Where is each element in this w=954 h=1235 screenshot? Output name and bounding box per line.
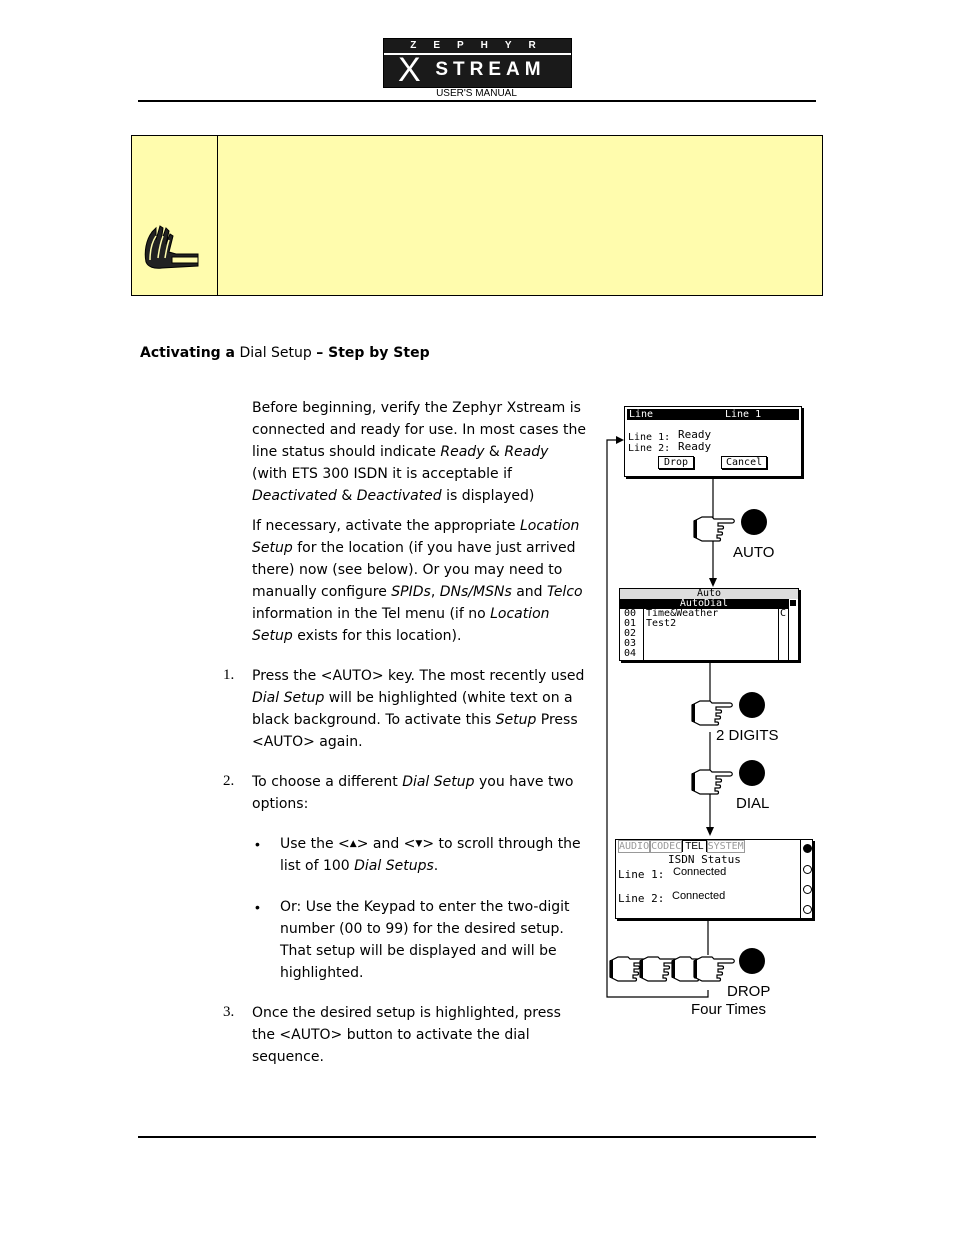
text: ,	[430, 584, 440, 600]
lcd-title-bar	[627, 409, 799, 420]
row-number: 04	[624, 648, 637, 659]
text: > and <	[356, 836, 416, 852]
line1-value: Connected	[673, 866, 727, 878]
row-number: 00	[624, 608, 637, 619]
footer-rule	[138, 1136, 816, 1138]
column-divider	[643, 609, 644, 660]
four-pointing-hands-icon	[608, 953, 738, 985]
text: and	[511, 584, 547, 600]
tab-audio[interactable]: AUDIO	[619, 841, 650, 852]
bullet-1-text	[280, 833, 590, 877]
page-dot-active[interactable]	[803, 844, 812, 853]
column-divider	[778, 609, 779, 660]
text: &	[484, 444, 505, 460]
pointing-hand-icon	[690, 697, 734, 727]
text: information in the Tel menu (if no	[252, 606, 491, 622]
text: Once the desired setup is highlighted, press the <AUTO> button to activate the dial sequence.	[252, 1005, 561, 1065]
bullet-mark: •	[255, 836, 260, 852]
line1-value: Ready	[678, 428, 712, 441]
tab-codec[interactable]: CODEC	[651, 841, 682, 852]
line2-label: Line 2:	[618, 892, 665, 905]
note-divider	[217, 136, 218, 295]
line2-label: Line 2:	[628, 443, 671, 454]
text-italic: Ready	[504, 444, 549, 460]
text-italic: Ready	[440, 444, 485, 460]
bullet-2-text	[280, 896, 580, 984]
text: .	[433, 858, 439, 874]
text: you have two options:	[252, 774, 574, 812]
text: To choose a different	[252, 774, 403, 790]
text-italic: DNs/MSNs	[439, 584, 512, 600]
text-italic: Location Setup	[252, 518, 580, 556]
page-dot[interactable]	[803, 865, 812, 874]
autodial-screen-title: Auto	[620, 589, 798, 599]
intro-paragraph-2	[252, 515, 587, 647]
key-indicator-dot	[739, 692, 765, 718]
cancel-button[interactable]: Cancel	[721, 456, 767, 469]
text: (with ETS 300 ISDN it is acceptable if	[252, 466, 512, 482]
text: for the location (if you have just arrived there) now (see below). Or you may need to manually configure	[252, 540, 576, 600]
dial-key-label: DIAL	[736, 795, 770, 812]
isdn-status-title: ISDN Status	[668, 853, 741, 866]
heading-bold-1: Activating a	[140, 345, 235, 361]
line2-value: Ready	[678, 440, 712, 453]
row-number: 03	[624, 638, 637, 649]
line1-label: Line 1:	[618, 868, 665, 881]
text-italic: Location Setup	[252, 606, 550, 644]
step-number: 1.	[223, 667, 235, 683]
page-dot[interactable]	[803, 905, 812, 914]
text: If necessary, activate the appropriate	[252, 518, 520, 534]
text: Before beginning, verify the Zephyr Xstream is connected and ready for use. In most cases the line status should indicate	[252, 400, 586, 460]
digits-key-label: 2 DIGITS	[716, 727, 779, 744]
text-italic: Deactivated	[356, 488, 442, 504]
page-dot[interactable]	[803, 885, 812, 894]
intro-paragraph-1	[252, 397, 587, 507]
step-2-text	[252, 771, 587, 815]
step-number: 3.	[223, 1004, 235, 1020]
row-number: 02	[624, 628, 637, 639]
text: > to scroll through the list of 100	[280, 836, 581, 874]
lcd-title-left: Line	[629, 409, 654, 420]
auto-key-label: AUTO	[733, 544, 775, 561]
logo-top-text: ZEPHYR	[384, 39, 571, 55]
text: Or: Use the Keypad to enter the two-digit number (00 to 99) for the desired setup. That setup will be displayed and will be highlighted.	[280, 899, 570, 981]
key-indicator-dot	[739, 760, 765, 786]
pointing-hand-icon	[690, 766, 734, 796]
tab-bar	[618, 841, 745, 852]
lcd-isdn-status-screen	[615, 839, 813, 919]
tab-tel[interactable]: TEL	[682, 840, 706, 852]
bullet-mark: •	[255, 899, 260, 915]
text: &	[336, 488, 357, 504]
key-indicator-dot	[739, 948, 765, 974]
manual-subtitle: USER'S MANUAL	[436, 88, 517, 99]
page-indicator-column	[800, 840, 801, 918]
step-1-text	[252, 665, 587, 753]
scrollbar[interactable]	[788, 599, 797, 660]
up-arrow-icon: ▲	[349, 839, 357, 849]
step-3-text	[252, 1002, 587, 1068]
row-number: 01	[624, 618, 637, 629]
text: exists for this location).	[292, 628, 462, 644]
header-rule	[138, 100, 816, 102]
logo-bottom-text: STREAM	[435, 59, 546, 80]
tab-system[interactable]: SYSTEM	[707, 841, 744, 852]
text: is displayed)	[441, 488, 535, 504]
lcd-line-screen	[624, 406, 802, 477]
text-italic: Dial Setup	[402, 774, 475, 790]
heading-bold-2: – Step by Step	[316, 345, 430, 361]
text: Press <AUTO> again.	[252, 712, 578, 750]
down-arrow-icon: ▼	[415, 839, 423, 849]
drop-button[interactable]: Drop	[658, 456, 694, 469]
lcd-autodial-screen	[619, 588, 799, 661]
line2-value: Connected	[672, 890, 726, 902]
logo-x: X	[398, 51, 421, 89]
autodial-highlight: AutoDial	[620, 599, 788, 609]
text: will be highlighted (white text on a black background. To activate this	[252, 690, 573, 728]
note-box	[131, 135, 823, 296]
row-side-code: C	[780, 608, 787, 619]
logo-bottom	[384, 51, 571, 89]
text-italic: Setup	[495, 712, 537, 728]
row-name[interactable]: Test2	[646, 618, 677, 629]
text-italic: SPIDs	[391, 584, 431, 600]
text-italic: Dial Setups	[354, 858, 434, 874]
line1-label: Line 1:	[628, 432, 671, 443]
text-italic: Telco	[547, 584, 583, 600]
scroll-thumb[interactable]	[790, 600, 796, 606]
four-times-label: Four Times	[691, 1001, 767, 1018]
row-name[interactable]: Time&Weather	[646, 608, 719, 619]
drop-key-label: DROP	[727, 983, 771, 1000]
writing-hand-icon	[142, 222, 202, 272]
text: Use the <	[280, 836, 350, 852]
text-italic: Deactivated	[252, 488, 337, 504]
zephyr-xstream-logo	[383, 38, 572, 88]
key-indicator-dot	[741, 509, 767, 535]
pointing-hand-icon	[692, 513, 736, 543]
text: Press the <AUTO> key. The most recently used	[252, 668, 585, 684]
step-number: 2.	[223, 773, 235, 789]
text-italic: Dial Setup	[252, 690, 325, 706]
lcd-title-right: Line 1	[725, 409, 762, 420]
section-heading	[140, 345, 430, 361]
heading-plain: Dial Setup	[235, 345, 317, 361]
